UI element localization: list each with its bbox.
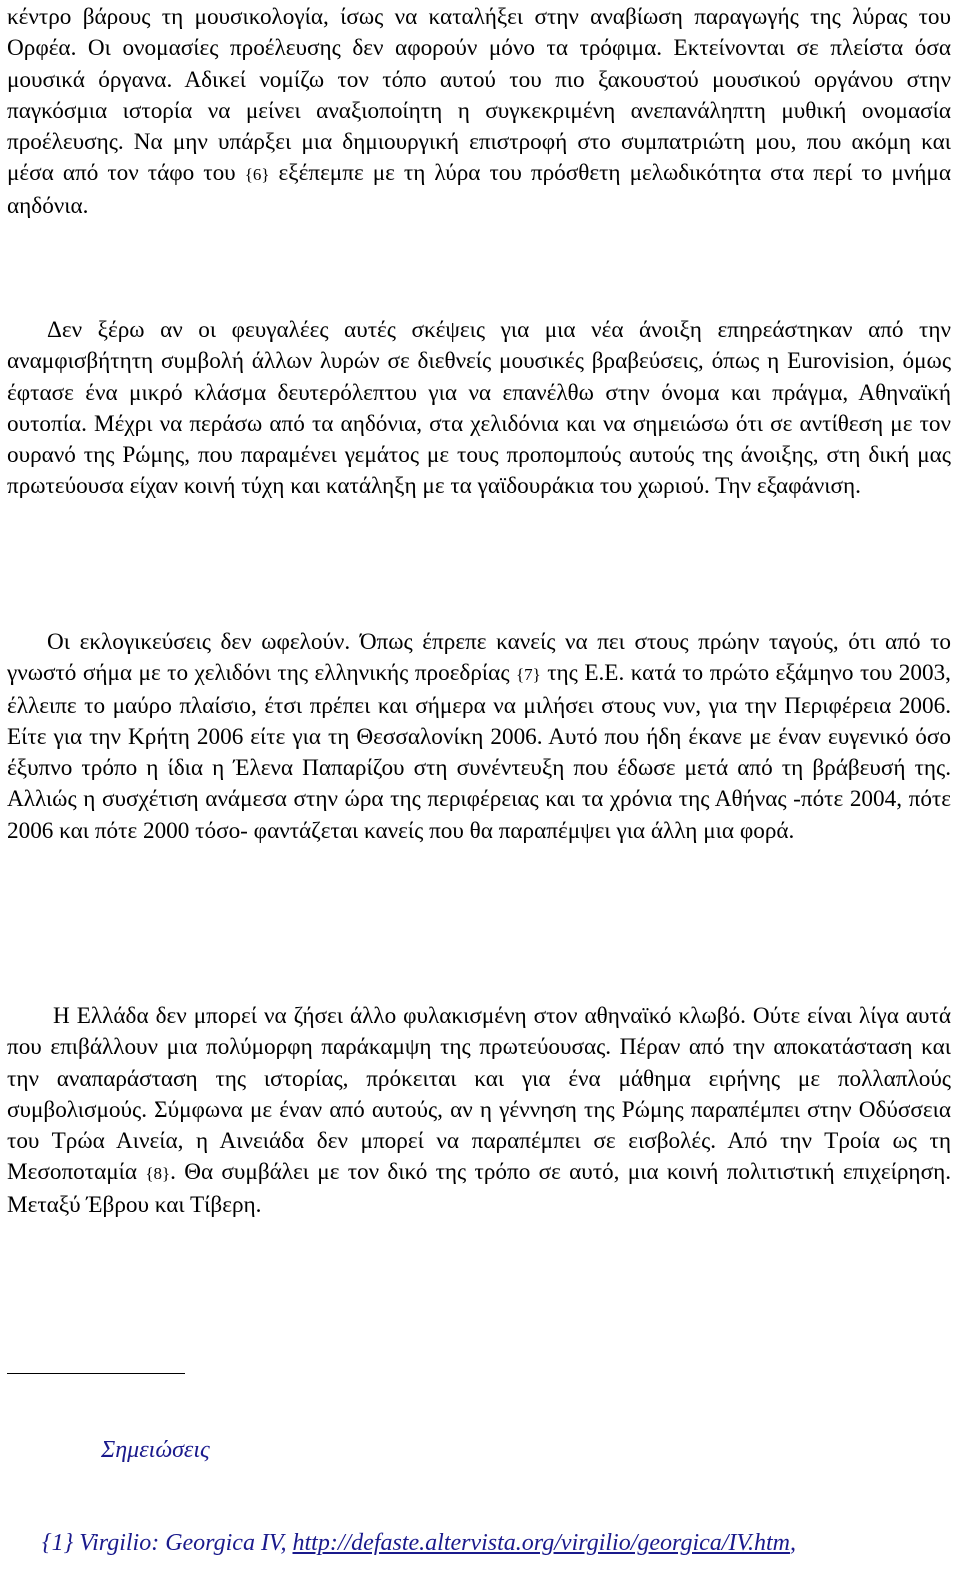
paragraph-3-text: Οι εκλογικεύσεις δεν ωφελούν. Όπως έπρεπε κανείς να πει στους πρώην ταγούς, ότι από το γνωστό σήμα με το χελιδόνι της ελληνικής προεδρίας [7,629,951,687]
footnote-separator [7,1373,185,1374]
footnote-ref-8[interactable]: {8} [145,1164,171,1184]
footnote-1-link[interactable]: http://defaste.altervista.org/virgilio/georgica/IV.htm [292,1530,791,1556]
paragraph-1-text-cont: εξέπεμπε με τη λύρα του πρόσθετη μελωδικότητα στα περί το μνήμα αηδόνια. [7,160,952,219]
paragraph-4-text-cont: . Θα συμβάλει με τον δικό της τρόπο σε αυτό, μια κοινή πολιτιστική επιχείρηση. Μεταξύ Έβρου και Τίβερη. [7,1159,951,1218]
paragraph-4-text: Η Ελλάδα δεν μπορεί να ζήσει άλλο φυλακισμένη στον αθηναϊκό κλωβό. Ούτε είναι λίγα αυτά που επιβάλλουν μια πολύμορφη παράκαμψη της πρωτεύουσας. Πέραν από την αποκατάσταση και την αναπαράσταση της ιστορίας, πρόκειται και για ένα μάθημα ειρήνης με πολλαπλούς συμβολισμούς. Σύμφωνα με έναν από αυτούς, αν η γέννηση της Ρώμης παραπέμπει στην Οδύσσεια του Τρώα Αινεία, η Αινειάδα δεν μπορεί να παραπέμπει σε εισβολές. Από την Τροία ως τη Μεσοποταμία [7,1003,951,1186]
paragraph-4 [7,1001,951,1221]
footnote-1-tail: , [790,1530,797,1556]
notes-heading: Σημειώσεις [101,1437,210,1463]
paragraph-2-text: Δεν ξέρω αν οι φευγαλέες αυτές σκέψεις για μια νέα άνοιξη επηρεάστηκαν από την αναμφισβήτητη συμβολή άλλων λυρών σε διεθνείς μουσικές βραβεύσεις, όπως η Eurovision, όμως έφτασε ένα μικρό κλάσμα δευτερόλεπτου για να επανέλθω στην όνομα και πράγμα, Αθηναϊκή ουτοπία. Μέχρι να περάσω από τα αηδόνια, στα χελιδόνια και να σημειώσω ότι σε αντίθεση με τον ουρανό της Ρώμης, που παραμένει γεμάτος με τους προπομπούς αυτούς της άνοιξης, στη δική μας πρωτεύουσα είχαν κοινή τύχη και κατάληξη με τα γαϊδουράκια του χωριού. Την εξαφάνιση. [7,317,951,500]
footnote-1-label: {1} Virgilio: Georgica IV, [42,1530,293,1556]
footnote-1 [42,1530,796,1557]
paragraph-1 [7,2,951,222]
paragraph-2 [7,315,951,503]
paragraph-3 [7,627,951,847]
footnote-ref-6[interactable]: {6} [244,165,270,185]
paragraph-3-text-cont: της Ε.Ε. κατά το πρώτο εξάμηνο του 2003, έλλειπε το μαύρο πλαίσιο, έτσι πρέπει και σήμερα να μιλήσει στους νυν, για την Περιφέρεια 2006. Είτε για την Κρήτη 2006 είτε για τη Θεσσαλονίκη 2006. Αυτό που ήδη έκανε με έναν ευγενικό όσο έξυπνο τρόπο η ίδια η Έλενα Παπαρίζου στη συνέντευξη που έδωσε μετά από τη βράβευσή της. Αλλιώς η συσχέτιση ανάμεσα στην ώρα της περιφέρειας και τα χρόνια της Αθήνας -πότε 2004, πότε 2006 και πότε 2000 τόσο- φαντάζεται κανείς που θα παραπέμψει για άλλη μια φορά. [7,660,951,844]
paragraph-1-text: κέντρο βάρους τη μουσικολογία, ίσως να καταλήξει στην αναβίωση παραγωγής της λύρας του Ορφέα. Οι ονομασίες προέλευσης δεν αφορούν μόνο τα τρόφιμα. Εκτείνονται σε πλείστα όσα μουσικά όργανα. Αδικεί νομίζω τον τόπο αυτού του πιο ξακουστού μουσικού οργάνου στην παγκόσμια ιστορία να μείνει αναξιοποίητη η συγκεκριμένη ανεπανάληπτη μυθική ονομασία προέλευσης. Να μην υπάρξει μια δημιουργική επιστροφή στο συμπατριώτη μου, που ακόμη και μέσα από τον τάφο του [7,4,951,187]
footnote-ref-7[interactable]: {7} [515,665,541,685]
